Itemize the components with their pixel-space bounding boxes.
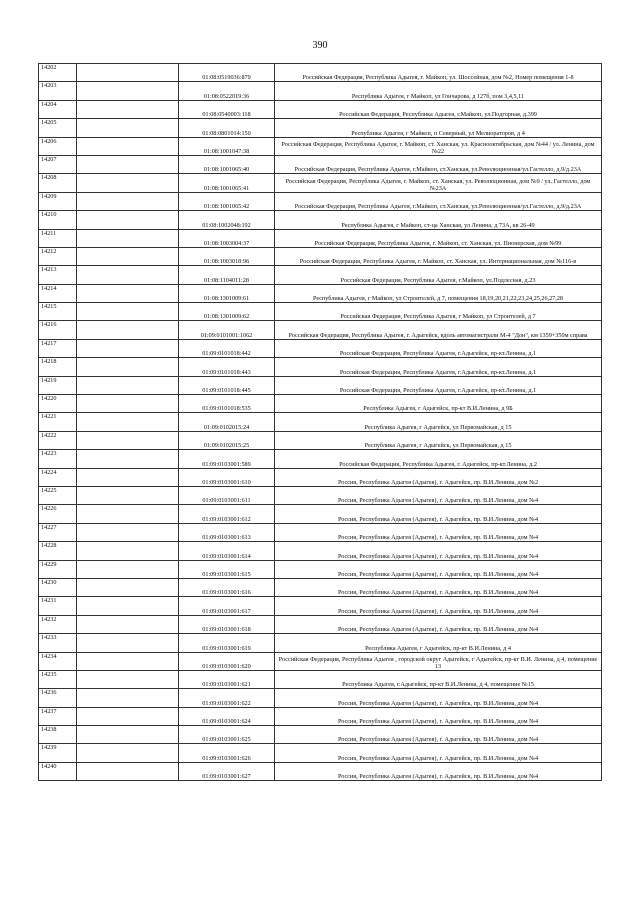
- address-cell: Россия, Республика Адыгея (Адыгея), г. Адыгейск, пр. В.И.Ленина, дом №4: [275, 578, 602, 596]
- cadastral-number-cell: 01:09:0101001:1062: [179, 321, 275, 339]
- table-row: [39, 597, 602, 615]
- empty-cell: [77, 431, 179, 449]
- address-cell: Республика Адыгея, г Майкоп, ул Строителей, д 7, помещения 18,19,20,21,22,23,24,25,26,27,28: [275, 284, 602, 302]
- address-cell: Россия, Республика Адыгея (Адыгея), г. Адыгейск, пр. В.И.Ленина, дом №4: [275, 597, 602, 615]
- cadastral-number-cell: 01:09:0101018:535: [179, 395, 275, 413]
- row-number-cell: 14205: [39, 119, 77, 137]
- address-cell: Российская Федерация, Республика Адыгея, г. Майкоп, ст. Ханская, ул. Интернациональная, дом №116-в: [275, 247, 602, 265]
- address-cell: Россия, Республика Адыгея (Адыгея), г. Адыгейск, пр. В.И.Ленина, дом №4: [275, 505, 602, 523]
- address-cell: Россия, Республика Адыгея (Адыгея), г. Адыгейск, пр. В.И.Ленина, дом №4: [275, 542, 602, 560]
- row-number-cell: 14213: [39, 266, 77, 284]
- address-cell: Россия, Республика Адыгея (Адыгея), г. Адыгейск, пр. В.И.Ленина, дом №4: [275, 560, 602, 578]
- cadastral-number-cell: 01:09:0103001:612: [179, 505, 275, 523]
- row-number-cell: 14208: [39, 174, 77, 192]
- table-row: [39, 64, 602, 82]
- row-number-cell: 14232: [39, 615, 77, 633]
- empty-cell: [77, 321, 179, 339]
- table-row: [39, 634, 602, 652]
- cadastral-number-cell: 01:09:0103001:617: [179, 597, 275, 615]
- cadastral-number-cell: 01:09:0102015:25: [179, 431, 275, 449]
- row-number-cell: 14236: [39, 689, 77, 707]
- address-cell: Россия, Республика Адыгея (Адыгея), г. Адыгейск, пр. В.И.Ленина, дом №4: [275, 744, 602, 762]
- row-number-cell: 14204: [39, 100, 77, 118]
- address-cell: Российская Федерация, Республика Адыгея, г.Адыгейск, пр-кт.Ленина, д.1: [275, 339, 602, 357]
- cadastral-number-cell: 01:09:0101018:442: [179, 339, 275, 357]
- table-row: [39, 486, 602, 504]
- table-row: [39, 211, 602, 229]
- table-row: [39, 321, 602, 339]
- cadastral-number-cell: 01:08:0519036:879: [179, 64, 275, 82]
- empty-cell: [77, 247, 179, 265]
- cadastral-number-cell: 01:08:1003004:37: [179, 229, 275, 247]
- row-number-cell: 14230: [39, 578, 77, 596]
- cadastral-number-cell: 01:09:0103001:621: [179, 670, 275, 688]
- cadastral-number-cell: 01:08:1003018:96: [179, 247, 275, 265]
- table-row: [39, 229, 602, 247]
- empty-cell: [77, 707, 179, 725]
- row-number-cell: 14218: [39, 358, 77, 376]
- table-row: [39, 192, 602, 210]
- row-number-cell: 14237: [39, 707, 77, 725]
- row-number-cell: 14221: [39, 413, 77, 431]
- address-cell: Республика Адыгея, г.Адыгейск, пр-кт В.И.Ленина, д 4, помещение №15: [275, 670, 602, 688]
- cadastral-number-cell: 01:09:0103001:589: [179, 450, 275, 468]
- address-cell: Российская Федерация, Республика Адыгея, г.Адыгейск, пр-кт.Ленина, д.1: [275, 358, 602, 376]
- empty-cell: [77, 762, 179, 780]
- empty-cell: [77, 450, 179, 468]
- empty-cell: [77, 542, 179, 560]
- empty-cell: [77, 266, 179, 284]
- row-number-cell: 14217: [39, 339, 77, 357]
- register-table-body: [39, 64, 602, 781]
- row-number-cell: 14219: [39, 376, 77, 394]
- address-cell: Республика Адыгея, г Адыгейск, ул Первомайская, д 15: [275, 431, 602, 449]
- row-number-cell: 14209: [39, 192, 77, 210]
- address-cell: Республика Адыгея, г Майкоп, ст-ца Ханская, ул Ленина, д 73А, кв 26-49: [275, 211, 602, 229]
- row-number-cell: 14225: [39, 486, 77, 504]
- cadastral-number-cell: 01:09:0103001:611: [179, 486, 275, 504]
- address-cell: Российская Федерация, Республика Адыгея, г. Майкоп, ст. Ханская, ул. Революционная, дом №9 / ул. Гастелло, дом №23А: [275, 174, 602, 192]
- address-cell: Российская Федерация, Республика Адыгея, г.Адыгейск, пр-кт.Ленина, д.1: [275, 376, 602, 394]
- empty-cell: [77, 726, 179, 744]
- cadastral-number-cell: 01:08:1104011:28: [179, 266, 275, 284]
- table-row: [39, 119, 602, 137]
- cadastral-number-cell: 01:09:0103001:616: [179, 578, 275, 596]
- address-cell: Российская Федерация, Республика Адыгея, г. Адыгейск, пр-кт.Ленина, д.2: [275, 450, 602, 468]
- cadastral-number-cell: 01:09:0103001:619: [179, 634, 275, 652]
- address-cell: Россия, Республика Адыгея (Адыгея), г. Адыгейск, пр. В.И.Ленина, дом №4: [275, 486, 602, 504]
- empty-cell: [77, 339, 179, 357]
- table-row: [39, 744, 602, 762]
- row-number-cell: 14207: [39, 155, 77, 173]
- empty-cell: [77, 523, 179, 541]
- empty-cell: [77, 413, 179, 431]
- cadastral-number-cell: 01:09:0103001:625: [179, 726, 275, 744]
- cadastral-number-cell: 01:09:0103001:620: [179, 652, 275, 670]
- row-number-cell: 14224: [39, 468, 77, 486]
- row-number-cell: 14229: [39, 560, 77, 578]
- row-number-cell: 14212: [39, 247, 77, 265]
- cadastral-number-cell: 01:09:0103001:610: [179, 468, 275, 486]
- address-cell: Российская Федерация, Республика Адыгея , городской округ Адыгейск, г Адыгейск, пр-кт В.И. Ленина, д 4, помещение 13: [275, 652, 602, 670]
- empty-cell: [77, 192, 179, 210]
- row-number-cell: 14228: [39, 542, 77, 560]
- table-row: [39, 762, 602, 780]
- table-row: [39, 284, 602, 302]
- row-number-cell: 14206: [39, 137, 77, 155]
- address-cell: Республика Адыгея, г Майкоп, ул Гончарова, д 127б, пом 3,4,5,11: [275, 82, 602, 100]
- empty-cell: [77, 303, 179, 321]
- address-cell: Россия, Республика Адыгея (Адыгея), г. Адыгейск, пр. В.И.Ленина, дом №4: [275, 523, 602, 541]
- empty-cell: [77, 284, 179, 302]
- cadastral-number-cell: 01:09:0103001:615: [179, 560, 275, 578]
- empty-cell: [77, 468, 179, 486]
- address-cell: Республика Адыгея, г Адыгейск, пр-кт В.И.Ленина, д 4: [275, 634, 602, 652]
- table-row: [39, 670, 602, 688]
- address-cell: Российская Федерация, Республика Адыгея, г.Майкоп, ул.Подгорная, д.399: [275, 100, 602, 118]
- empty-cell: [77, 486, 179, 504]
- table-row: [39, 615, 602, 633]
- property-register-table: [38, 63, 602, 781]
- row-number-cell: 14215: [39, 303, 77, 321]
- table-row: [39, 542, 602, 560]
- address-cell: Российская Федерация, Республика Адыгея, г.Майкоп, ст.Ханская, ул.Революционная/ул.Гастелло, д.9/д.23А: [275, 192, 602, 210]
- empty-cell: [77, 634, 179, 652]
- table-row: [39, 376, 602, 394]
- row-number-cell: 14223: [39, 450, 77, 468]
- empty-cell: [77, 395, 179, 413]
- cadastral-number-cell: 01:09:0103001:614: [179, 542, 275, 560]
- cadastral-number-cell: 01:08:1301009:62: [179, 303, 275, 321]
- cadastral-number-cell: 01:08:1001065:42: [179, 192, 275, 210]
- table-row: [39, 82, 602, 100]
- address-cell: Республика Адыгея, г Адыгейск, пр-кт В.И.Ленина, д 9Б: [275, 395, 602, 413]
- table-row: [39, 523, 602, 541]
- empty-cell: [77, 505, 179, 523]
- row-number-cell: 14211: [39, 229, 77, 247]
- table-row: [39, 174, 602, 192]
- table-row: [39, 303, 602, 321]
- empty-cell: [77, 100, 179, 118]
- address-cell: Российская Федерация, Республика Адыгея, г Майкоп, ул Строителей, д 7: [275, 303, 602, 321]
- cadastral-number-cell: 01:09:0103001:624: [179, 707, 275, 725]
- empty-cell: [77, 211, 179, 229]
- table-row: [39, 247, 602, 265]
- row-number-cell: 14220: [39, 395, 77, 413]
- empty-cell: [77, 174, 179, 192]
- empty-cell: [77, 376, 179, 394]
- address-cell: Россия, Республика Адыгея (Адыгея), г. Адыгейск, пр. В.И.Ленина, дом №4: [275, 707, 602, 725]
- address-cell: Российская Федерация, Республика Адыгея, г. Майкоп, ст. Ханская, ул. Краснооктябрьская, дом №44 / ул. Ленина, дом №22: [275, 137, 602, 155]
- cadastral-number-cell: 01:08:1001047:38: [179, 137, 275, 155]
- cadastral-number-cell: 01:09:0103001:622: [179, 689, 275, 707]
- table-row: [39, 689, 602, 707]
- row-number-cell: 14222: [39, 431, 77, 449]
- row-number-cell: 14231: [39, 597, 77, 615]
- address-cell: Россия, Республика Адыгея (Адыгея), г. Адыгейск, пр. В.И.Ленина, дом №4: [275, 689, 602, 707]
- table-row: [39, 395, 602, 413]
- cadastral-number-cell: 01:09:0103001:626: [179, 744, 275, 762]
- empty-cell: [77, 560, 179, 578]
- address-cell: Российская Федерация, Республика Адыгея, г. Майкоп, ул. Шоссейная, дом №2, Номер помещения 1-8: [275, 64, 602, 82]
- row-number-cell: 14235: [39, 670, 77, 688]
- address-cell: Россия, Республика Адыгея (Адыгея), г. Адыгейск, пр. В.И.Ленина, дом №2: [275, 468, 602, 486]
- address-cell: Россия, Республика Адыгея (Адыгея), г. Адыгейск, пр. В.И.Ленина, дом №4: [275, 726, 602, 744]
- empty-cell: [77, 155, 179, 173]
- table-row: [39, 468, 602, 486]
- address-cell: Республика Адыгея, г Майкоп, п Северный, ул Мелиораторов, д 4: [275, 119, 602, 137]
- table-row: [39, 100, 602, 118]
- row-number-cell: 14210: [39, 211, 77, 229]
- cadastral-number-cell: 01:08:0540003:118: [179, 100, 275, 118]
- cadastral-number-cell: 01:08:0522019:36: [179, 82, 275, 100]
- table-row: [39, 413, 602, 431]
- row-number-cell: 14238: [39, 726, 77, 744]
- cadastral-number-cell: 01:08:0801014:150: [179, 119, 275, 137]
- table-row: [39, 505, 602, 523]
- empty-cell: [77, 615, 179, 633]
- table-row: [39, 560, 602, 578]
- table-row: [39, 450, 602, 468]
- table-row: [39, 137, 602, 155]
- empty-cell: [77, 597, 179, 615]
- empty-cell: [77, 64, 179, 82]
- table-row: [39, 266, 602, 284]
- address-cell: Российская Федерация, Республика Адыгея, г. Адыгейск, вдоль автомагистрали М-4 "Дон", км 1359+350м справа: [275, 321, 602, 339]
- address-cell: Российская Федерация, Республика Адыгея, г.Майкоп, ст.Ханская, ул.Революционная/ул.Гастелло, д.9/д.23А: [275, 155, 602, 173]
- row-number-cell: 14234: [39, 652, 77, 670]
- row-number-cell: 14227: [39, 523, 77, 541]
- row-number-cell: 14214: [39, 284, 77, 302]
- table-row: [39, 431, 602, 449]
- table-row: [39, 726, 602, 744]
- row-number-cell: 14239: [39, 744, 77, 762]
- table-row: [39, 707, 602, 725]
- cadastral-number-cell: 01:08:1002048:192: [179, 211, 275, 229]
- empty-cell: [77, 670, 179, 688]
- table-row: [39, 358, 602, 376]
- cadastral-number-cell: 01:09:0102015:24: [179, 413, 275, 431]
- row-number-cell: 14233: [39, 634, 77, 652]
- table-row: [39, 339, 602, 357]
- table-row: [39, 578, 602, 596]
- row-number-cell: 14202: [39, 64, 77, 82]
- row-number-cell: 14216: [39, 321, 77, 339]
- empty-cell: [77, 652, 179, 670]
- empty-cell: [77, 229, 179, 247]
- table-row: [39, 155, 602, 173]
- address-cell: Российская Федерация, Республика Адыгея, г.Майкоп, ул.Подлесная, д.23: [275, 266, 602, 284]
- empty-cell: [77, 744, 179, 762]
- cadastral-number-cell: 01:09:0101018:445: [179, 376, 275, 394]
- row-number-cell: 14240: [39, 762, 77, 780]
- cadastral-number-cell: 01:08:1301009:61: [179, 284, 275, 302]
- row-number-cell: 14226: [39, 505, 77, 523]
- table-row: [39, 652, 602, 670]
- empty-cell: [77, 689, 179, 707]
- empty-cell: [77, 119, 179, 137]
- cadastral-number-cell: 01:09:0101018:443: [179, 358, 275, 376]
- cadastral-number-cell: 01:08:1001065:41: [179, 174, 275, 192]
- cadastral-number-cell: 01:09:0103001:618: [179, 615, 275, 633]
- empty-cell: [77, 358, 179, 376]
- address-cell: Россия, Республика Адыгея (Адыгея), г. Адыгейск, пр. В.И.Ленина, дом №4: [275, 615, 602, 633]
- address-cell: Россия, Республика Адыгея (Адыгея), г. Адыгейск, пр. В.И.Ленина, дом №4: [275, 762, 602, 780]
- cadastral-number-cell: 01:09:0103001:627: [179, 762, 275, 780]
- empty-cell: [77, 578, 179, 596]
- cadastral-number-cell: 01:09:0103001:613: [179, 523, 275, 541]
- row-number-cell: 14203: [39, 82, 77, 100]
- empty-cell: [77, 82, 179, 100]
- address-cell: Республика Адыгея, г Адыгейск, ул Первомайская, д 15: [275, 413, 602, 431]
- address-cell: Российская Федерация, Республика Адыгея, г. Майкоп, ст. Ханская, ул. Пионерская, дом №99: [275, 229, 602, 247]
- empty-cell: [77, 137, 179, 155]
- cadastral-number-cell: 01:08:1001065:40: [179, 155, 275, 173]
- page-number: 390: [312, 40, 328, 51]
